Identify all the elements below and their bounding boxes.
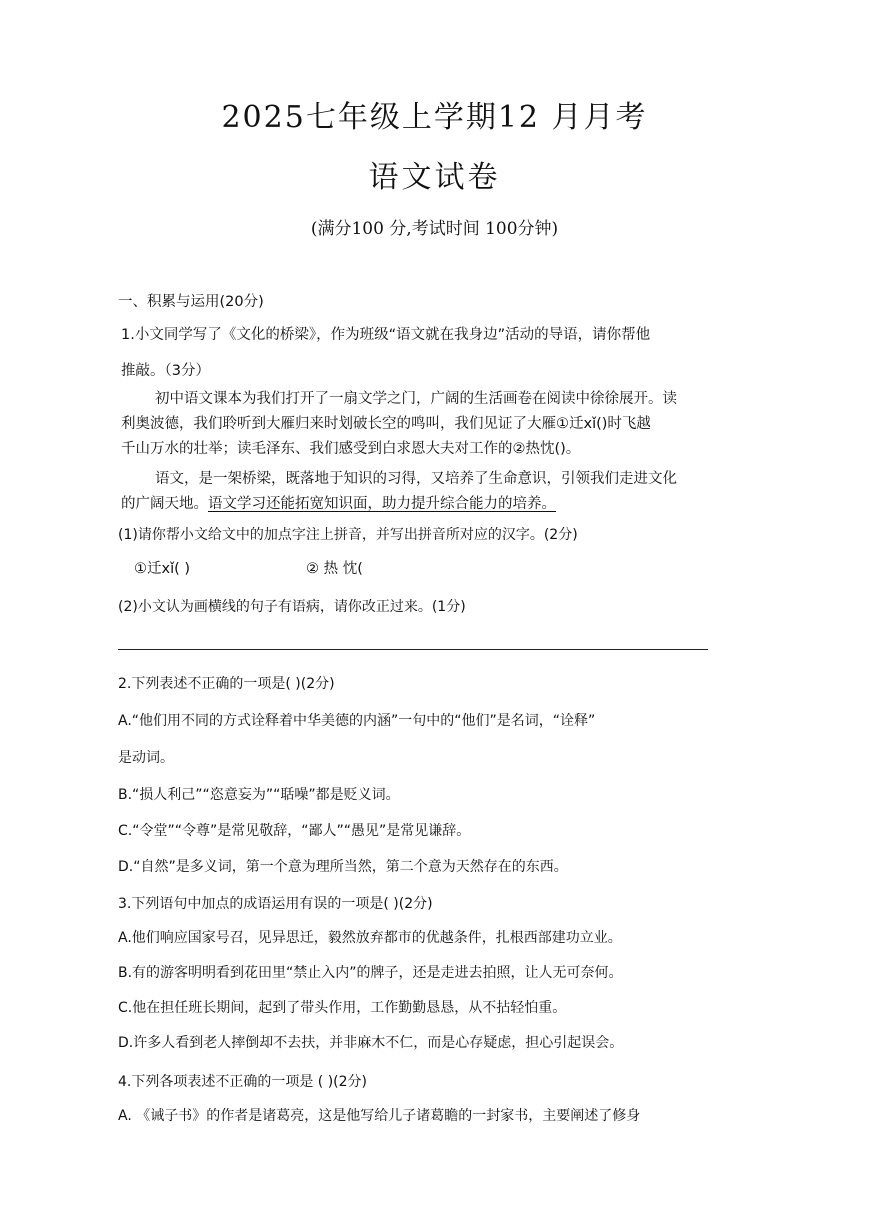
q1-sub1-answer-a: ①迁xǐ( ) [134,561,191,577]
exam-title: 2025七年级上学期12 月月考 [221,100,648,135]
q1-sub2: (2)小文认为画横线的句子有语病，请你改正过来。(1分) [118,599,466,615]
q1-stem-line1: 1.小文同学写了《文化的桥梁》，作为班级“语文就在我身边”活动的导语，请你帮他 [121,327,651,343]
q3-option-c: C.他在担任班长期间，起到了带头作用，工作勤勤恳恳，从不拈轻怕重。 [118,1000,567,1016]
exam-note: (满分100 分,考试时间 100分钟) [310,219,559,239]
q1-underlined-sentence: 语文学习还能拓宽知识面，助力提升综合能力的培养。 [208,496,556,512]
q3-option-d: D.许多人看到老人摔倒却不去扶，并非麻木不仁，而是心存疑虑，担心引起误会。 [118,1035,624,1051]
q2-option-a-line1: A.“他们用不同的方式诠释着中华美德的内涵”一句中的“他们”是名词，“诠释” [118,713,596,729]
q2-option-b: B.“损人利己”“恣意妄为”“聒噪”都是贬义词。 [118,787,400,803]
section-heading: 一、积累与运用(20分) [118,294,264,310]
q2-option-c: C.“令堂”“令尊”是常见敬辞，“鄙人”“愚见”是常见谦辞。 [118,823,471,839]
q1-stem-line2: 推敲。（3分） [121,363,210,379]
q1-passage-plain: 的广阔天地。 [121,496,208,512]
q1-sub1: (1)请你帮小文给文中的加点字注上拼音，并写出拼音所对应的汉字。(2分) [118,527,578,543]
q2-option-a-line2: 是动词。 [118,750,174,766]
q1-passage-p1-line2: 利奥波德，我们聆听到大雁归来时划破长空的鸣叫，我们见证了大雁①迁xǐ()时飞越 [121,416,651,432]
q1-sub1-answer-b: ② 热 忱( [306,561,363,577]
q3-stem: 3.下列语句中加点的成语运用有误的一项是( )(2分) [118,896,433,912]
q4-stem: 4.下列各项表述不正确的一项是 ( )(2分) [118,1074,368,1090]
answer-line[interactable] [118,649,708,650]
exam-subtitle: 语文试卷 [368,160,501,195]
q3-option-a: A.他们响应国家号召，见异思迁，毅然放弃都市的优越条件，扎根西部建功立业。 [118,930,622,946]
q1-passage-p1-line1: 初中语文课本为我们打开了一扇文学之门，广阔的生活画卷在阅读中徐徐展开。读 [155,391,677,407]
q1-passage-p1-line3: 千山万水的壮举；读毛泽东、我们感受到白求恩大夫对工作的②热忱()。 [121,441,581,457]
q3-option-b: B.有的游客明明看到花田里“禁止入内”的牌子，还是走进去拍照，让人无可奈何。 [118,965,623,981]
q1-passage-p2-line1: 语文，是一架桥梁，既落地于知识的习得，又培养了生命意识，引领我们走进文化 [155,471,677,487]
q2-option-d: D.“自然”是多义词，第一个意为理所当然，第二个意为天然存在的东西。 [118,859,568,875]
q4-option-a-line1: A. 《诫子书》的作者是诸葛亮，这是他写给儿子诸葛瞻的一封家书，主要阐述了修身 [118,1108,641,1124]
q2-stem: 2.下列表述不正确的一项是( )(2分) [118,676,335,692]
q1-passage-p2-line2 [121,492,556,513]
